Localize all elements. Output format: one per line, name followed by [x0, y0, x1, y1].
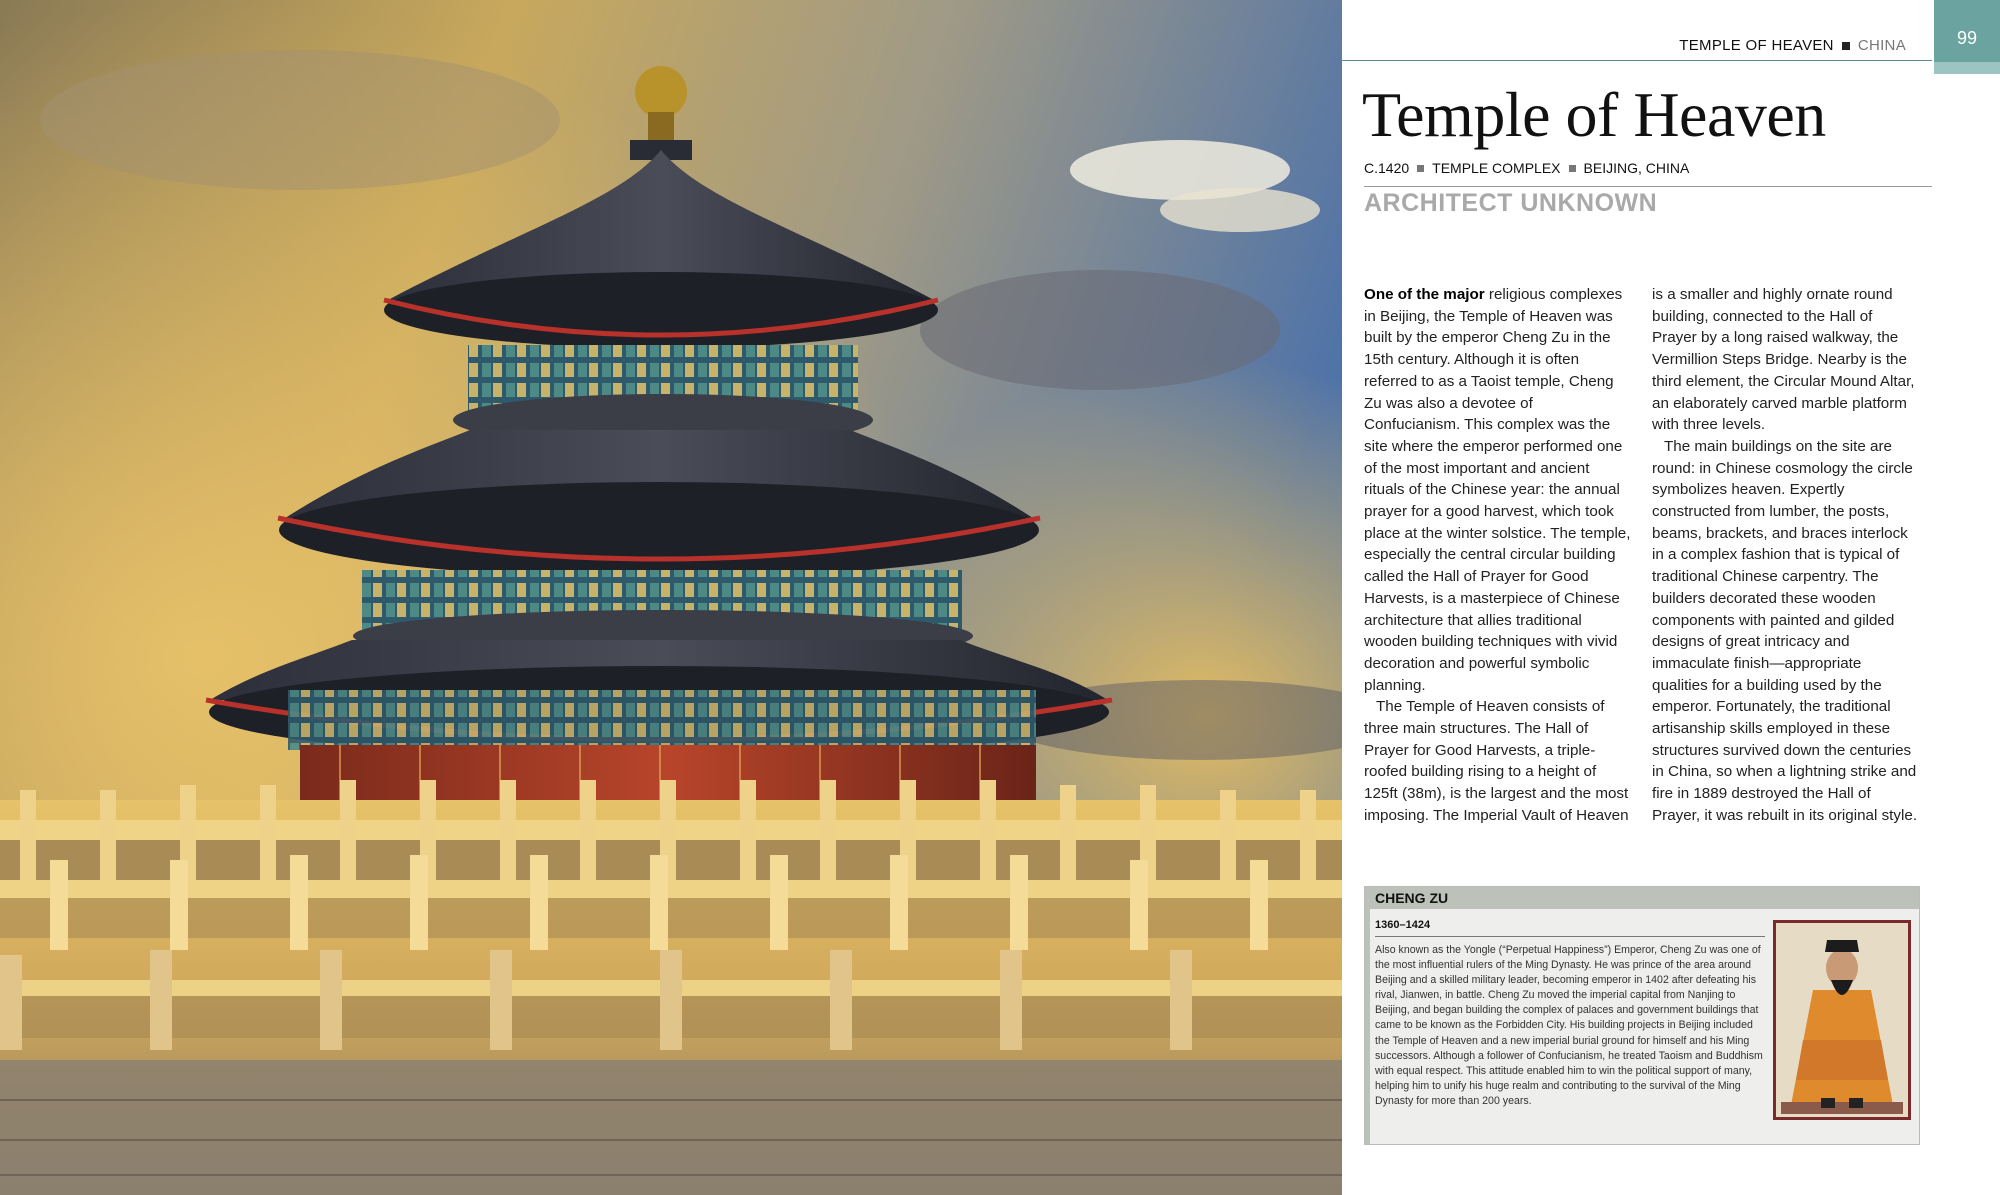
running-head-country: CHINA	[1857, 37, 1906, 54]
meta-type: TEMPLE COMPLEX	[1432, 160, 1561, 176]
sidebar-header	[1365, 887, 1919, 909]
article-title: Temple of Heaven	[1362, 79, 1826, 150]
sidebar-dates: 1360–1424	[1375, 919, 1431, 931]
page-number: 99	[1956, 28, 1978, 48]
sidebar-text: Also known as the Yongle (“Perpetual Happiness”) Emperor, Cheng Zu was one of the most influential rulers of the Ming Dynasty. He was prince of the area around Beijing and a skilled military leader, becoming emperor in 1402 after defeating his rival, Jianwen, in battle. Cheng Zu moved the imperial capital from Nanjing to Beijing, and began building the complex of palaces and government buildings that came to be known as the Forbidden City. His building projects in Beijing included the Temple of Heaven and a new imperial burial ground for himself and his Ming successors. Although a follower of Confucianism, he treated Taoism and Buddhism with equal respect. This attitude enabled him to win the political support of many, helping him to unify his huge realm and contributing to the survival of the Ming Dynasty for more than 200 years.	[1375, 944, 1763, 1107]
running-head-text	[1679, 37, 1906, 54]
meta-date: C.1420	[1364, 160, 1410, 176]
emperor-portrait	[1773, 920, 1911, 1120]
body-paragraph: The main buildings on the site are round: in Chinese cosmology the circle symbolizes heaven. Expertly constructed from lumber, the posts, beams, brackets, and braces interlock in a complex fashion that is typical of traditional Chinese carpentry. The builders decorated these wooden components with painted and gilded designs of great intricacy and immaculate finish—appropriate qualities for a building used by the emperor. Fortunately, the traditional artisanship skills employed in these structures survived down the centuries in China, so when a lightning strike and fire in 1889 destroyed the Hall of Prayer, it was rebuilt in its original style.	[1652, 437, 1918, 824]
sidebar-accent-bar	[1365, 909, 1370, 1144]
paragraph-text: religious complexes in Beijing, the Temple of Heaven was built by the emperor Cheng Zu in the 15th century. Although it is often referred to as a Taoist temple, Cheng Zu was also a devotee of Confucianism. This complex was the site where the emperor performed one of the most important and ancient rituals of the Chinese year: the annual prayer for a good harvest, which took place at the winter solstice. The temple, especially the central circular building called the Hall of Prayer for Good Harvests, is a masterpiece of Chinese architecture that allies traditional wooden building techniques with vivid decoration and powerful symbolic planning.	[1364, 286, 1631, 694]
page-number-tab	[1934, 0, 2000, 62]
meta-location: BEIJING, CHINA	[1583, 160, 1690, 176]
article-page	[1342, 0, 2000, 1195]
body-paragraph	[1364, 284, 1632, 696]
sidebar-title: CHENG ZU	[1375, 890, 1449, 906]
page-tab-accent	[1934, 62, 2000, 74]
biography-sidebar	[1364, 886, 1920, 1145]
square-bullet-icon	[1842, 42, 1850, 50]
lead-in: One of the major	[1364, 286, 1485, 303]
architect-credit: ARCHITECT UNKNOWN	[1364, 189, 1658, 217]
running-head	[1342, 0, 1932, 61]
article-body	[1364, 284, 1920, 827]
body-paragraph: The Temple of Heaven consists of three main structures. The Hall of Prayer for Good Harvests, a triple-roofed building rising to a height of 125ft (38m), is the largest and the most imposing. The Imperial Vault of Heaven is a smaller and highly ornate round building, connected to the Hall of Prayer by a long raised walkway, the Vermillion Steps Bridge. Nearby is the third element, the Circular Mound Altar, an elaborately carved marble platform with three levels.	[1364, 286, 1915, 824]
running-head-section: TEMPLE OF HEAVEN	[1679, 37, 1834, 54]
sidebar-divider	[1375, 936, 1765, 937]
square-bullet-icon	[1417, 165, 1424, 172]
square-bullet-icon	[1569, 165, 1576, 172]
meta-divider	[1364, 186, 1932, 187]
article-meta	[1364, 160, 1689, 176]
